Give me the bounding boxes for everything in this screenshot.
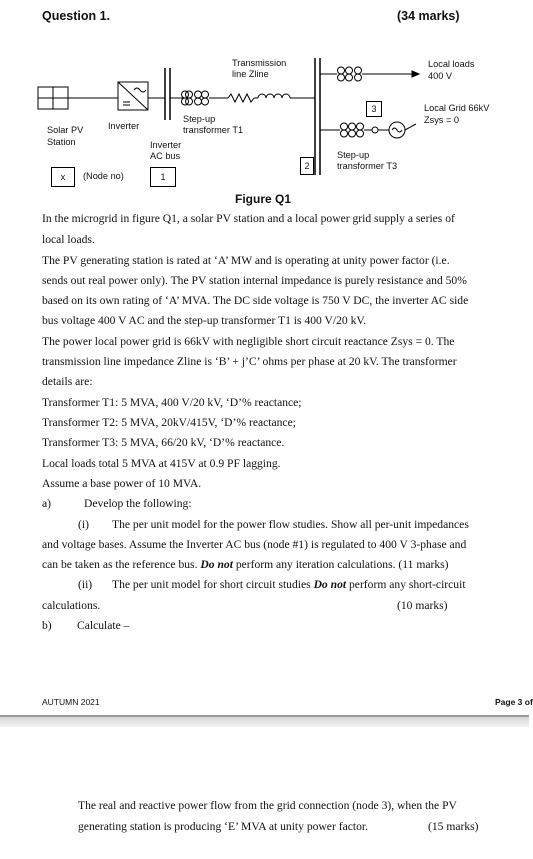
stepup-t1-label: Step-up — [183, 114, 216, 124]
part-a-ii-num: (ii) — [78, 578, 93, 591]
stepup-t3-label-2: transformer T3 — [337, 161, 398, 171]
inverter-ac-bus-label-2: AC bus — [150, 151, 181, 161]
transformer-t3-icon — [341, 123, 364, 137]
part-a-i-num: (i) — [78, 518, 89, 531]
part-a-intro: Develop the following: — [84, 497, 192, 510]
question-marks: (34 marks) — [397, 9, 460, 23]
node-3-point — [372, 127, 378, 133]
footer-page: Page 3 of — [495, 697, 533, 707]
local-loads-voltage: 400 V — [428, 71, 453, 81]
part-a-ii-line1: The per unit model for short circuit studies Do not perform any short-circuit — [112, 578, 466, 591]
body-line: In the microgrid in figure Q1, a solar PV station and a local power grid supply a series of — [42, 212, 455, 225]
body-line: The PV generating station is rated at ‘A’ MW and is operating at unity power factor (i.e. — [42, 254, 450, 267]
body-line: The power local power grid is 66kV with negligible short circuit reactance Zsys = 0. The — [42, 335, 455, 348]
node-key-text: (Node no) — [83, 171, 124, 181]
footer-term: AUTUMN 2021 — [42, 697, 100, 707]
body-line: Local loads total 5 MVA at 415V at 0.9 PF lagging. — [42, 457, 281, 470]
line-inductance-icon — [258, 94, 290, 98]
line-resistance-icon — [228, 94, 254, 102]
body-line: Transformer T1: 5 MVA, 400 V/20 kV, ‘D’% reactance; — [42, 396, 302, 409]
node-2-box: 2 — [300, 157, 314, 175]
body-line: transmission line impedance Zline is ‘B’ + j’C’ ohms per phase at 20 kV. The transformer — [42, 355, 457, 368]
node-1-box: 1 — [150, 167, 176, 187]
inverter-ac-bus-label: Inverter — [150, 140, 182, 150]
next-page-line2: generating station is producing ‘E’ MVA at unity power factor. — [78, 820, 368, 833]
station-label: Station — [47, 137, 76, 147]
body-line: based on its own rating of ‘A’ MVA. The DC side voltage is 750 V DC, the inverter AC side — [42, 294, 469, 307]
stepup-t3-label: Step-up — [337, 150, 370, 160]
local-loads-label: Local loads — [428, 59, 475, 69]
part-a-i-line3: can be taken as the reference bus. Do not perform any iteration calculations. (11 marks) — [42, 558, 449, 571]
transformer-t2-icon — [338, 67, 362, 81]
body-line: sends out real power only). The PV station internal impedance is purely resistance and 50% — [42, 274, 467, 287]
body-line: bus voltage 400 V AC and the step-up transformer T1 is 400 V/20 kV. — [42, 314, 367, 327]
figure-caption: Figure Q1 — [235, 192, 292, 206]
transmission-line-label: Transmission line Zline — [232, 58, 287, 79]
body-line: Assume a base power of 10 MVA. — [42, 477, 202, 490]
part-a-label: a) — [42, 497, 52, 510]
part-a-i-line2: and voltage bases. Assume the Inverter AC bus (node #1) is regulated to 400 V 3-phase and — [42, 538, 467, 551]
part-b-label: b) — [42, 619, 52, 632]
body-line: local loads. — [42, 233, 95, 246]
part-a-i-line1: The per unit model for the power flow studies. Show all per-unit impedances — [112, 518, 469, 531]
page-separator-shadow — [0, 717, 529, 727]
body-line: Transformer T2: 5 MVA, 20kV/415V, ‘D’% reactance; — [42, 416, 296, 429]
body-line: Transformer T3: 5 MVA, 66/20 kV, ‘D’% reactance. — [42, 436, 285, 449]
local-grid-label: Local Grid 66kV — [424, 103, 490, 113]
solar-pv-label: Solar PV — [47, 125, 84, 135]
next-page-line1: The real and reactive power flow from the grid connection (node 3), when the PV — [78, 799, 457, 812]
node-3-box: 3 — [366, 101, 382, 117]
load-arrow-icon — [412, 71, 419, 77]
part-a-ii-line2: calculations. — [42, 599, 101, 612]
node-key-box: x — [51, 167, 75, 187]
part-a-ii-marks: (10 marks) — [397, 599, 448, 612]
stepup-t1-label-2: transformer T1 — [183, 125, 244, 135]
inverter-label: Inverter — [108, 121, 140, 131]
part-b-text: Calculate – — [77, 619, 130, 632]
zsys-label: Zsys = 0 — [424, 115, 459, 125]
body-line: details are: — [42, 375, 93, 388]
question-title: Question 1. — [42, 9, 111, 23]
microgrid-diagram — [0, 0, 529, 200]
next-page-marks: (15 marks) — [428, 820, 479, 833]
transformer-t1-icon — [182, 91, 209, 105]
